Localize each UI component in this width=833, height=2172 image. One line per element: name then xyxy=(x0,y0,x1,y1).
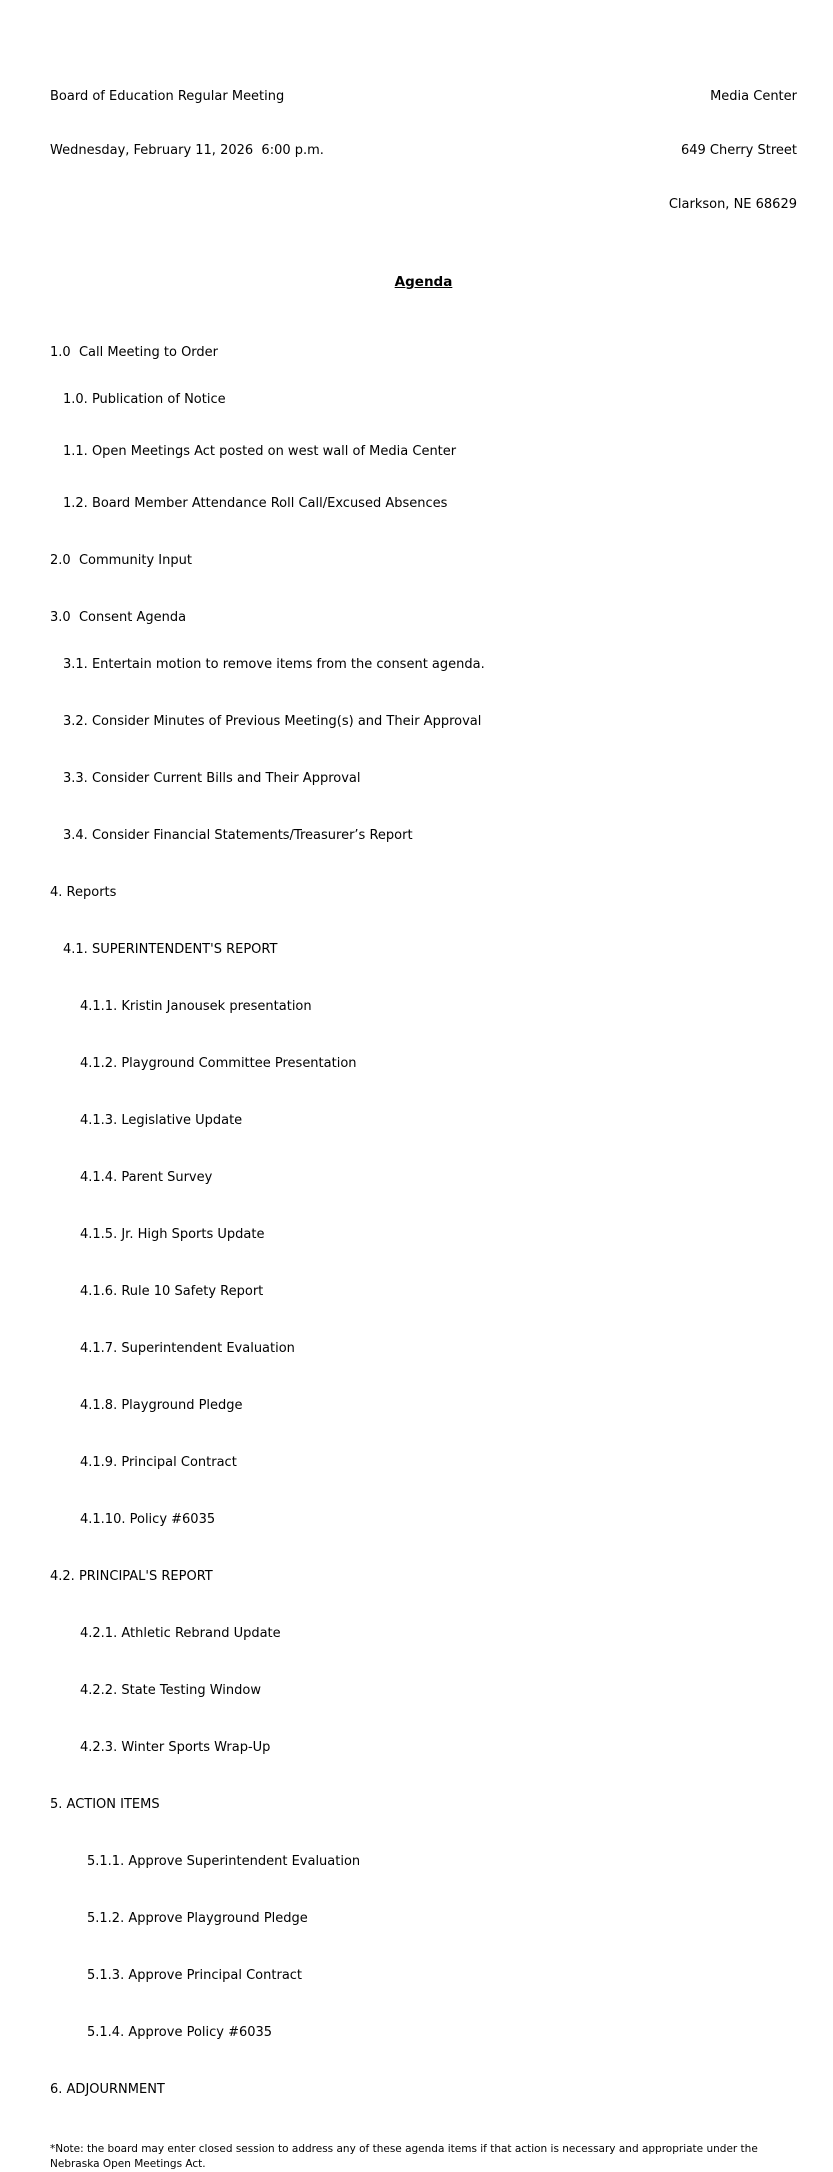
agenda-item: 4.2.1. Athletic Rebrand Update xyxy=(80,1626,281,1641)
agenda-item: 2.0 Community Input xyxy=(50,553,192,568)
agenda-item: 3.2. Consider Minutes of Previous Meeting(s) and Their Approval xyxy=(63,714,482,729)
agenda-item: 3.3. Consider Current Bills and Their Approval xyxy=(63,771,361,786)
closed-session-note: *Note: the board may enter closed session to address any of these agenda items if that action is necessary and appropriate under the Nebraska Open Meetings Act. xyxy=(50,2143,758,2170)
agenda-item: 1.0. Publication of Notice xyxy=(63,392,226,407)
agenda-list xyxy=(50,315,797,2127)
meeting-info-block xyxy=(50,52,324,196)
agenda-item: 4.1.6. Rule 10 Safety Report xyxy=(80,1284,264,1299)
agenda-item: 4. Reports xyxy=(50,885,117,900)
agenda-item: 4.1.2. Playground Committee Presentation xyxy=(80,1056,357,1071)
page-title xyxy=(50,273,797,291)
agenda-item: 3.0 Consent Agenda xyxy=(50,610,187,625)
agenda-item: 4.1.4. Parent Survey xyxy=(80,1170,213,1185)
agenda-item: 1.1. Open Meetings Act posted on west wall of Media Center xyxy=(63,444,457,459)
agenda-item: 4.1.9. Principal Contract xyxy=(80,1455,237,1470)
agenda-item: 4.1.7. Superintendent Evaluation xyxy=(80,1341,295,1356)
agenda-item: 4.1.8. Playground Pledge xyxy=(80,1398,243,1413)
agenda-item: 4.1. SUPERINTENDENT'S REPORT xyxy=(63,942,278,957)
location-street: 649 Cherry Street xyxy=(680,143,797,158)
meeting-datetime: Wednesday, February 11, 2026 6:00 p.m. xyxy=(50,143,324,158)
agenda-item: 5.1.4. Approve Policy #6035 xyxy=(87,2025,273,2040)
document-header xyxy=(50,52,797,250)
location-name: Media Center xyxy=(710,89,797,104)
agenda-item: 4.2. PRINCIPAL'S REPORT xyxy=(50,1569,213,1584)
agenda-item: 4.1.1. Kristin Janousek presentation xyxy=(80,999,312,1014)
location-city-state-zip: Clarkson, NE 68629 xyxy=(668,197,797,212)
location-block xyxy=(669,52,797,250)
agenda-item: 1.0 Call Meeting to Order xyxy=(50,345,219,360)
page-title-text: Agenda xyxy=(394,274,453,290)
agenda-item: 3.4. Consider Financial Statements/Treasurer’s Report xyxy=(63,828,413,843)
agenda-item: 4.1.5. Jr. High Sports Update xyxy=(80,1227,265,1242)
agenda-item: 5. ACTION ITEMS xyxy=(50,1797,160,1812)
agenda-item: 4.1.10. Policy #6035 xyxy=(80,1512,216,1527)
agenda-item: 5.1.1. Approve Superintendent Evaluation xyxy=(87,1854,361,1869)
meeting-title: Board of Education Regular Meeting xyxy=(50,89,285,104)
agenda-item: 5.1.2. Approve Playground Pledge xyxy=(87,1911,308,1926)
agenda-item: 1.2. Board Member Attendance Roll Call/Excused Absences xyxy=(63,496,448,511)
agenda-item: 3.1. Entertain motion to remove items from the consent agenda. xyxy=(63,657,485,672)
agenda-item: 6. ADJOURNMENT xyxy=(50,2082,165,2097)
agenda-item: 4.2.3. Winter Sports Wrap-Up xyxy=(80,1740,271,1755)
agenda-item: 4.1.3. Legislative Update xyxy=(80,1113,243,1128)
agenda-item: 5.1.3. Approve Principal Contract xyxy=(87,1968,303,1983)
agenda-item: 4.2.2. State Testing Window xyxy=(80,1683,261,1698)
